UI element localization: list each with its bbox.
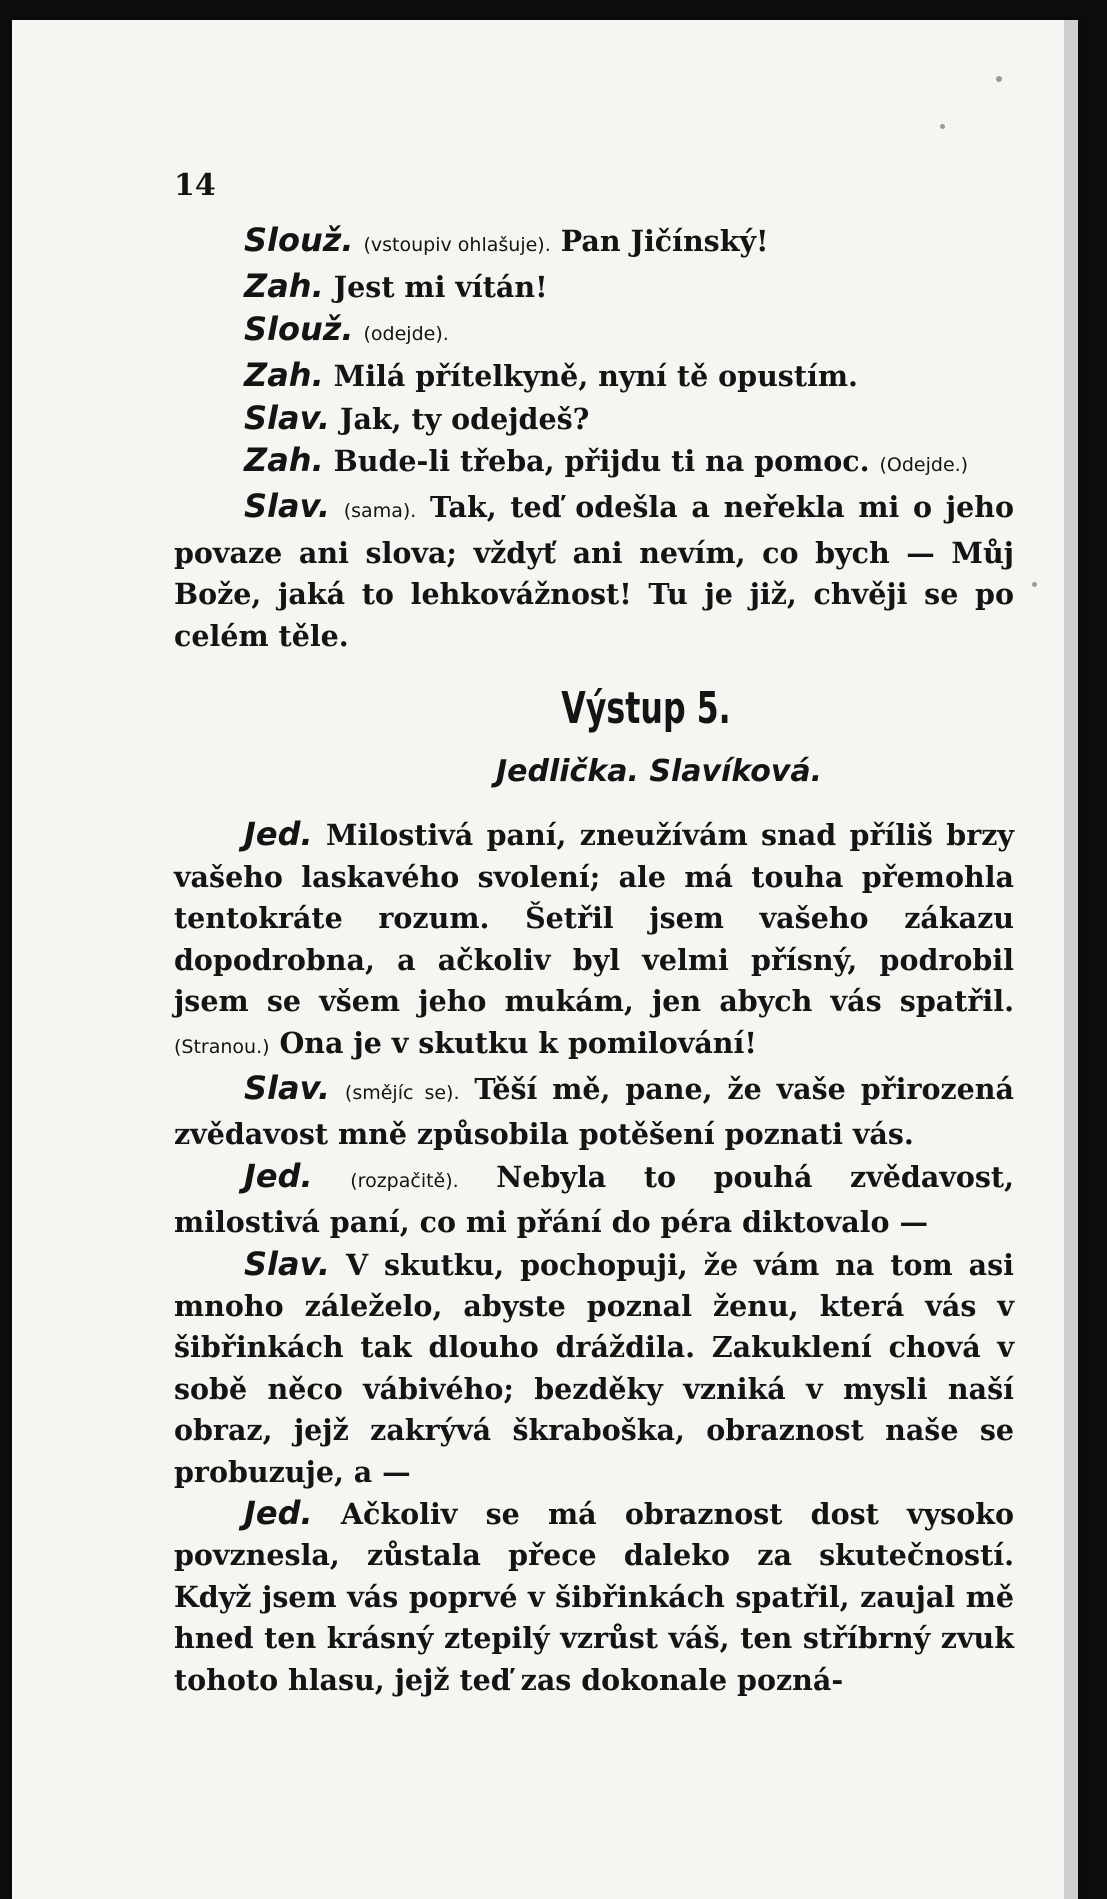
line-text: Těší mě, pane, že vaše přirozená zvědavost mně způsobila potěšení poznati vás. bbox=[174, 1071, 1014, 1152]
line-text: Ona je v skutku k pomilování! bbox=[279, 1025, 757, 1060]
dialogue-paragraph bbox=[174, 486, 1014, 657]
stage-direction: (rozpačitě). bbox=[350, 1169, 459, 1192]
dialogue-paragraph bbox=[174, 1156, 1014, 1244]
speaker: Slouž. bbox=[244, 309, 354, 348]
speaker: Jed. bbox=[244, 1156, 313, 1195]
speaker: Slouž. bbox=[244, 221, 354, 259]
page-text bbox=[174, 220, 1014, 1701]
line-text: Tak, teď odešla a neřekla mi o jeho povaze ani slova; vždyť ani nevím, co bych — Můj Bože, jaká to lehkovážnost! Tu je již, chvěji se po celém těle. bbox=[174, 490, 1014, 653]
scene-title: Výstup 5. bbox=[561, 683, 731, 735]
stage-direction: (Odejde.) bbox=[879, 454, 969, 477]
line-text: Ačkoliv se má obraznost dost vysoko povznesla, zůstala přece daleko za skutečností. Když jsem vás poprvé v šibřinkách spatřil, zaujal mě hned ten krásný ztepilý vzrůst váš, ten stříbrný zvuk tohoto hlasu, jejž teď zas dokonale pozná- bbox=[174, 1496, 1014, 1697]
speaker: Zah. bbox=[244, 267, 324, 306]
speck bbox=[940, 124, 945, 129]
speaker: Slav. bbox=[244, 398, 331, 437]
speck bbox=[1032, 582, 1037, 587]
line-text: V skutku, pochopuji, že vám na tom asi mnoho záleželo, abyste poznal ženu, která vás v šibřinkách tak dlouho dráždila. Zakuklení chová v sobě něco vábivého; bezděky vzniká v mysli naší obraz, jejž zakrývá škraboška, obraznost naše se probuzuje, a — bbox=[174, 1247, 1014, 1489]
stage-direction: (Stranou.) bbox=[174, 1035, 270, 1058]
dialogue-line bbox=[174, 309, 1014, 355]
speaker: Jed. bbox=[244, 1493, 313, 1532]
speaker: Slav. bbox=[244, 1068, 331, 1107]
line-text: Nebyla to pouhá zvědavost, milostivá paní, co mi přání do péra diktovalo — bbox=[174, 1159, 1014, 1240]
line-text: Bude-li třeba, přijdu ti na pomoc. bbox=[333, 444, 870, 479]
line-text: Milá přítelkyně, nyní tě opustím. bbox=[333, 359, 858, 394]
page-edge bbox=[1064, 20, 1078, 1899]
dialogue-line bbox=[174, 398, 1014, 440]
line-text: Pan Jičínský! bbox=[560, 224, 769, 258]
dialogue-line bbox=[174, 440, 1014, 486]
stage-direction: (sama). bbox=[343, 500, 417, 523]
speaker: Slav. bbox=[244, 487, 331, 526]
line-text: Milostivá paní, zneužívám snad příliš brzy vašeho laskavého svolení; ale má touha přemohla tentokráte rozum. Šetřil jsem vašeho zákazu dopodrobna, a ačkoliv byl velmi přísný, podrobil jsem se všem jeho mukám, jen abych vás spatřil. bbox=[174, 818, 1014, 1019]
page-number: 14 bbox=[174, 168, 216, 203]
scene-characters: Jedlička. Slavíková. bbox=[495, 754, 823, 790]
dialogue-line bbox=[174, 355, 1014, 397]
stage-direction: (odejde). bbox=[363, 322, 449, 345]
book-page bbox=[12, 20, 1078, 1899]
speaker: Zah. bbox=[244, 441, 324, 480]
line-text: Jak, ty odejdeš? bbox=[339, 401, 590, 436]
speaker: Jed. bbox=[244, 815, 313, 854]
dialogue-paragraph bbox=[174, 1493, 1014, 1701]
speaker: Zah. bbox=[244, 356, 324, 395]
stage-direction: (smějíc se). bbox=[344, 1081, 460, 1104]
speaker: Slav. bbox=[244, 1244, 331, 1283]
dialogue-paragraph bbox=[174, 1244, 1014, 1493]
dialogue-paragraph bbox=[174, 1068, 1014, 1156]
dialogue-line bbox=[174, 266, 1014, 308]
dialogue-line bbox=[174, 220, 1014, 266]
speck bbox=[996, 76, 1002, 82]
dialogue-paragraph bbox=[174, 814, 1014, 1067]
line-text: Jest mi vítán! bbox=[333, 270, 548, 305]
stage-direction: (vstoupiv ohlašuje). bbox=[363, 234, 551, 256]
